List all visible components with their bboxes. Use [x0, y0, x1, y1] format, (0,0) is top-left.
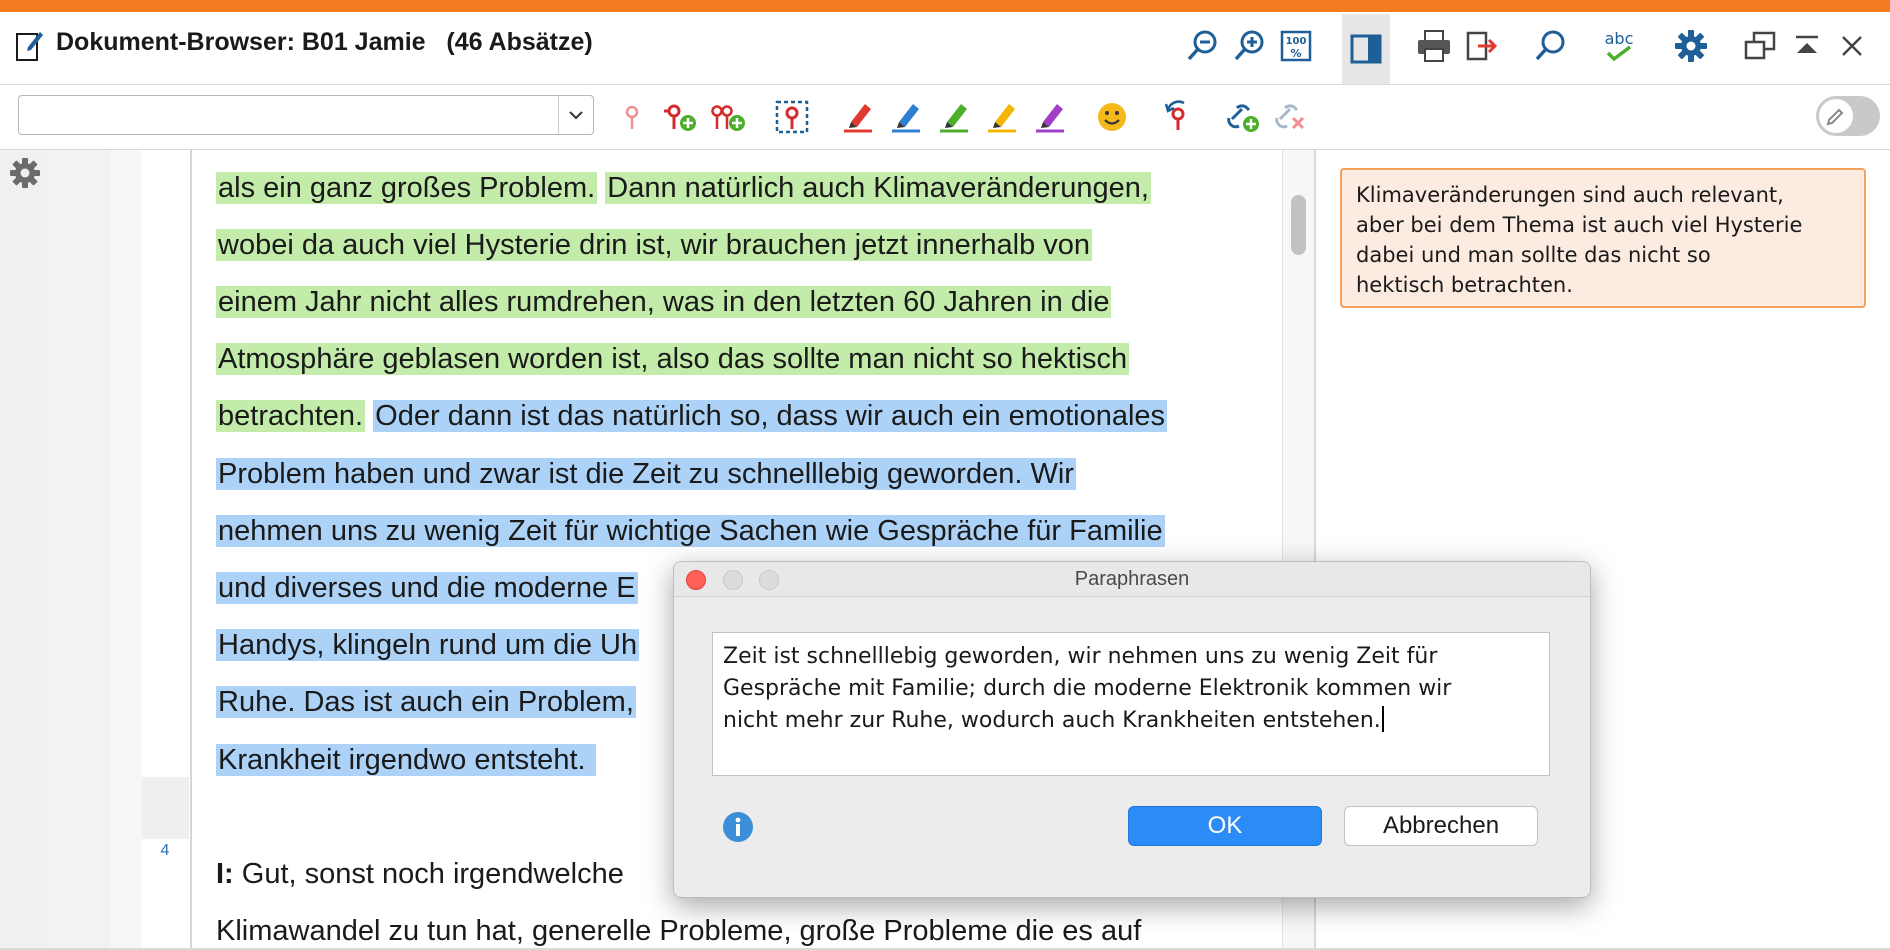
- highlighter-purple-icon[interactable]: [1028, 95, 1072, 139]
- remove-link-icon[interactable]: [1268, 95, 1312, 139]
- export-icon[interactable]: [1457, 22, 1505, 70]
- highlighter-red-icon[interactable]: [836, 95, 880, 139]
- paraphrase-card[interactable]: [1340, 168, 1866, 308]
- dialog-title-bar: [674, 562, 1590, 597]
- settings-icon[interactable]: [1667, 22, 1715, 70]
- text-caret: [1382, 706, 1384, 732]
- dialog-title: Paraphrasen: [1074, 568, 1190, 590]
- document-edit-icon: [14, 28, 44, 62]
- document-line: [216, 568, 638, 608]
- paraphrase-textarea[interactable]: [712, 632, 1550, 776]
- collapse-icon[interactable]: [1783, 22, 1831, 70]
- paraphrase-text-line: [723, 705, 1539, 737]
- coded-segment: als ein ganz großes Problem.: [218, 172, 596, 204]
- title-bar: [0, 12, 1890, 85]
- svg-text:%: %: [1290, 47, 1302, 60]
- document-line: [216, 396, 1167, 436]
- edit-mode-toggle[interactable]: [1816, 96, 1880, 136]
- add-link-icon[interactable]: [1220, 95, 1264, 139]
- paraphrase-text-line: Zeit ist schnelllebig geworden, wir nehmen uns zu wenig Zeit für: [723, 644, 1438, 669]
- print-icon[interactable]: [1410, 22, 1458, 70]
- text-segment: Klimawandel zu tun hat, generelle Probleme, große Probleme die es auf: [216, 915, 1142, 947]
- document-line: [216, 625, 639, 665]
- zoom-out-icon[interactable]: [1178, 22, 1226, 70]
- document-line: [216, 854, 624, 894]
- add-multiple-codes-icon[interactable]: [706, 95, 750, 139]
- text-segment: I:: [216, 858, 234, 890]
- code-select[interactable]: [18, 95, 594, 135]
- coded-segment: nehmen uns zu wenig Zeit für wichtige Sachen wie Gespräche für Familie: [218, 515, 1163, 547]
- window-title: Dokument-Browser: B01 Jamie (46 Absätze): [56, 28, 593, 56]
- percent-zoom-icon[interactable]: [1272, 22, 1320, 70]
- search-icon[interactable]: [1526, 22, 1574, 70]
- coded-segment: Ruhe. Das ist auch ein Problem,: [218, 686, 634, 718]
- code-toolbar: [0, 85, 1890, 150]
- paraphrase-dialog: [673, 561, 1591, 898]
- code-pin-icon[interactable]: [610, 95, 654, 139]
- info-icon[interactable]: [721, 810, 755, 844]
- paraphrase-line: dabei und man sollte das nicht so: [1356, 243, 1711, 267]
- scrollbar-thumb[interactable]: [1291, 195, 1306, 255]
- paragraph-number: 4: [160, 842, 170, 859]
- paragraph-marker: [142, 777, 189, 839]
- zoom-in-icon[interactable]: [1225, 22, 1273, 70]
- paraphrase-text-last: nicht mehr zur Ruhe, wodurch auch Krankheiten entstehen.: [723, 708, 1381, 733]
- paraphrase-line: aber bei dem Thema ist auch viel Hysterie: [1356, 213, 1803, 237]
- paraphrase-text-line: Gespräche mit Familie; durch die moderne Elektronik kommen wir: [723, 676, 1452, 701]
- undo-code-icon[interactable]: [1156, 95, 1200, 139]
- coded-segment: und diverses und die moderne E: [218, 572, 636, 604]
- side-panel-icon[interactable]: [1342, 14, 1390, 84]
- ok-button[interactable]: OK: [1128, 806, 1322, 846]
- close-icon[interactable]: [1828, 22, 1876, 70]
- spellcheck-icon[interactable]: [1595, 22, 1643, 70]
- coded-segment: Krankheit irgendwo entsteht.: [218, 744, 594, 776]
- highlighter-green-icon[interactable]: [932, 95, 976, 139]
- coded-segment: Atmosphäre geblasen worden ist, also das sollte man nicht so hektisch: [218, 343, 1128, 375]
- document-line: [216, 282, 1111, 322]
- coded-segment: einem Jahr nicht alles rumdrehen, was in den letzten 60 Jahren in die: [218, 286, 1110, 318]
- coded-segment: Problem haben und zwar ist die Zeit zu schnelllebig geworden. Wir: [218, 458, 1074, 490]
- coded-segment: wobei da auch viel Hysterie drin ist, wir brauchen jetzt innerhalb von: [218, 229, 1091, 261]
- paraphrase-line: Klimaveränderungen sind auch relevant,: [1356, 183, 1784, 207]
- code-selection-icon[interactable]: [770, 95, 814, 139]
- document-line: [216, 682, 636, 722]
- cancel-button[interactable]: Abbrechen: [1344, 806, 1538, 846]
- chevron-down-icon[interactable]: [558, 96, 593, 134]
- document-line: [216, 454, 1076, 494]
- emoticode-icon[interactable]: [1090, 95, 1134, 139]
- highlighter-blue-icon[interactable]: [884, 95, 928, 139]
- document-line: [216, 911, 1141, 950]
- gear-icon[interactable]: [8, 156, 42, 190]
- text-segment: [365, 400, 373, 432]
- text-segment: Gut, sonst noch irgendwelche: [233, 858, 624, 890]
- svg-text:100: 100: [1285, 36, 1307, 47]
- code-margin-column: [110, 150, 142, 950]
- accent-strip: [0, 0, 1890, 12]
- window-mode-icon[interactable]: [1736, 22, 1784, 70]
- document-line: [216, 168, 1151, 208]
- document-line: [216, 339, 1129, 379]
- document-line: [216, 740, 596, 780]
- add-code-icon[interactable]: [658, 95, 702, 139]
- line-number-column: [48, 150, 110, 950]
- highlighter-yellow-icon[interactable]: [980, 95, 1024, 139]
- coded-segment: Handys, klingeln rund um die Uh: [218, 629, 638, 661]
- pencil-icon: [1819, 99, 1853, 133]
- coded-segment: Oder dann ist das natürlich so, dass wir auch ein emotionales: [375, 400, 1166, 432]
- svg-text:abc: abc: [1604, 29, 1634, 48]
- coded-segment: betrachten.: [218, 400, 364, 432]
- document-line: [216, 225, 1092, 265]
- left-gutter: [0, 150, 48, 950]
- document-line: [216, 511, 1165, 551]
- paraphrase-line: hektisch betrachten.: [1356, 273, 1573, 297]
- coded-segment: Dann natürlich auch Klimaveränderungen,: [607, 172, 1149, 204]
